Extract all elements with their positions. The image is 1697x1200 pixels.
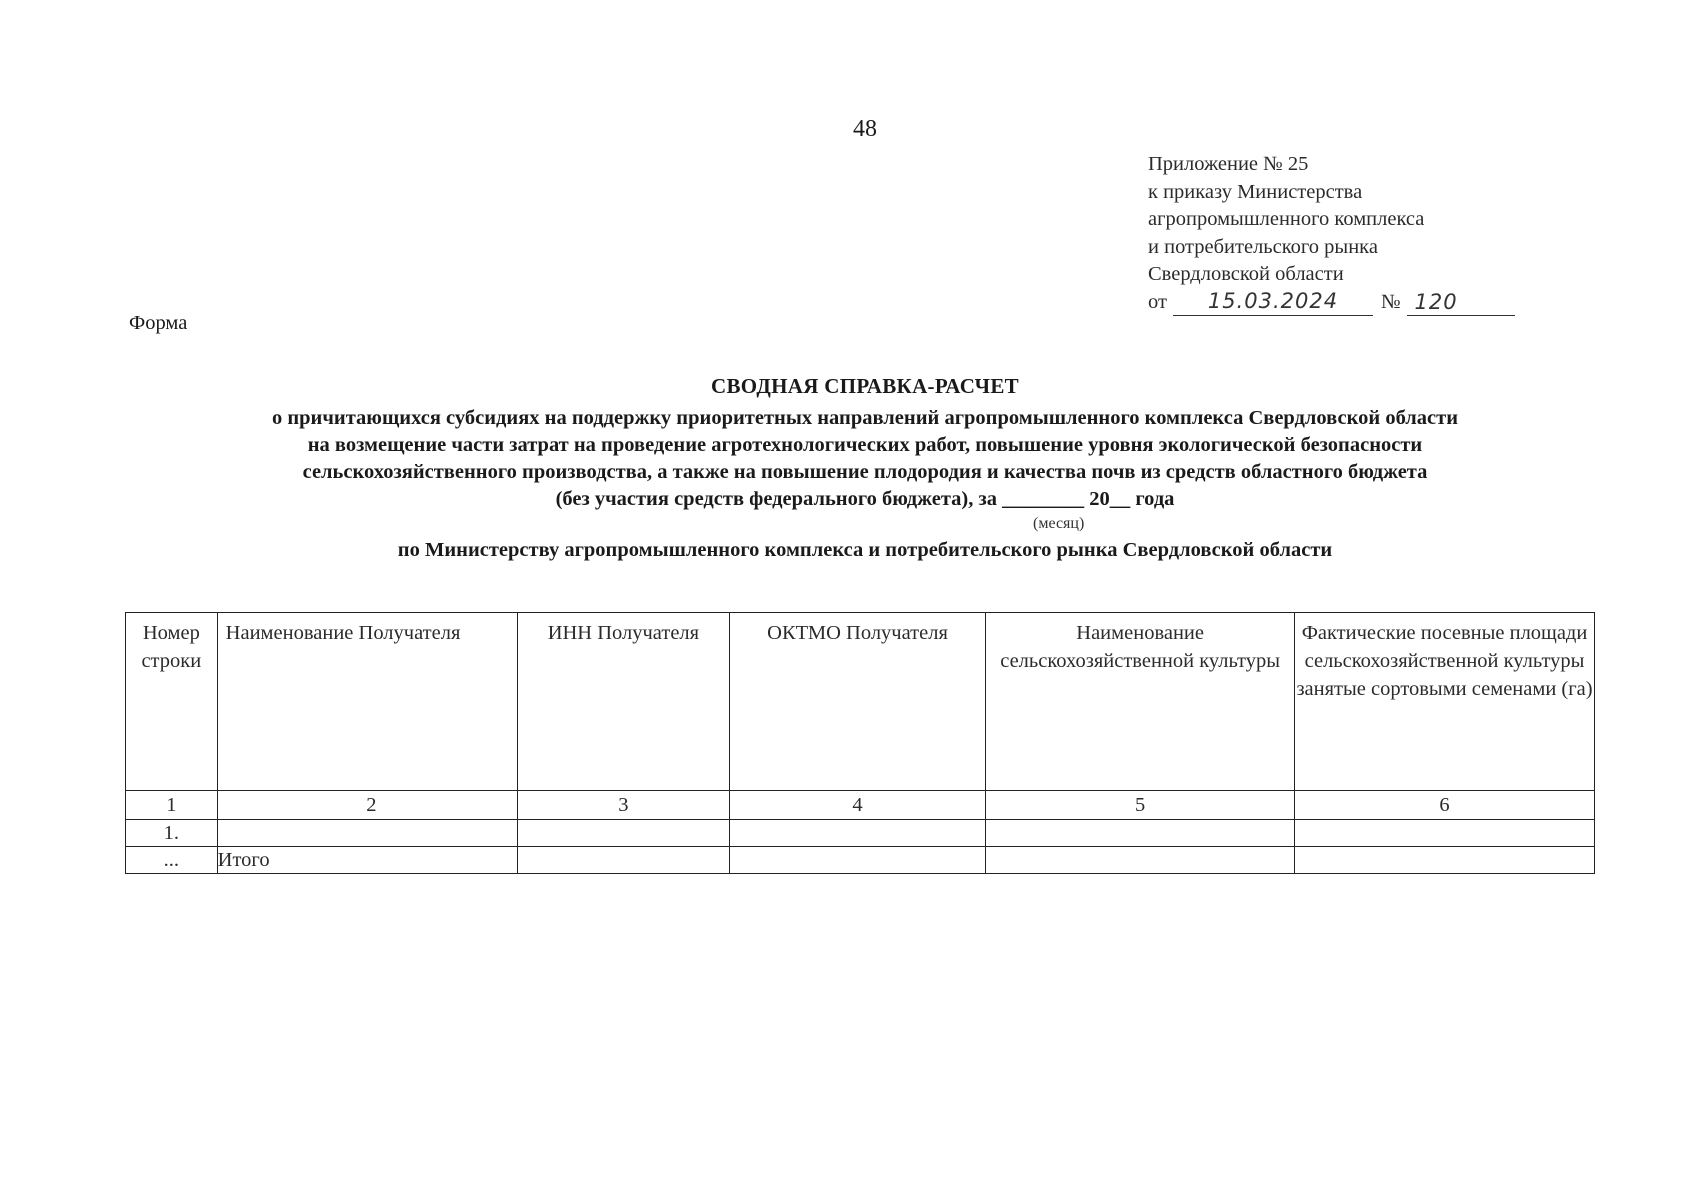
column-number: 2 [217,791,517,820]
total-label: Итого [217,847,517,874]
ministry-line: по Министерству агропромышленного комплекса и потребительского рынка Свердловской области [397,539,1333,561]
header-recipient-oktmo: ОКТМО Получателя [729,613,985,791]
number-sign: № [1380,290,1401,313]
table-cell [986,820,1295,847]
attachment-line-3: агропромышленного комплекса [1148,208,1425,230]
column-number: 3 [517,791,729,820]
table-cell: 1. [126,820,218,847]
attachment-line-4: и потребительского рынка [1148,235,1378,258]
header-crop-name: Наименование сельскохозяйственной культуры [986,613,1295,791]
table-cell [729,820,985,847]
handwritten-date: 15.03.2024 [1173,289,1373,316]
month-hint: (месяц) [1033,515,1085,532]
from-prefix: от [1148,290,1167,313]
table-cell [729,847,985,874]
calculation-table [125,612,1595,874]
header-recipient-name: Наименование Получателя [217,613,517,791]
attachment-block [1148,151,1515,316]
table-cell: ... [126,847,218,874]
heading-line-1: о причитающихся субсидиях на поддержку приоритетных направлений агропромышленного комплекса Свердловской области [271,407,1459,429]
heading-line-2: на возмещение части затрат на проведение агротехнологических работ, повышение уровня экологической безопасности [307,434,1423,456]
table-cell [1295,820,1595,847]
header-recipient-inn: ИНН Получателя [517,613,729,791]
table-cell [517,820,729,847]
header-row-number: Номер строки [126,613,218,791]
handwritten-order-number: 120 [1407,290,1515,316]
page-number: 48 [853,116,877,142]
table-cell [986,847,1295,874]
table-row [126,820,1595,847]
table-cell [517,847,729,874]
column-number: 1 [126,791,218,820]
column-number: 5 [986,791,1295,820]
attachment-line-1: Приложение № 25 [1148,153,1309,175]
column-number: 4 [729,791,985,820]
table-cell [1295,847,1595,874]
order-date-number [1148,289,1515,317]
attachment-line-2: к приказу Министерства [1148,180,1363,203]
column-number: 6 [1295,791,1595,820]
document-title: СВОДНАЯ СПРАВКА-РАСЧЕТ [711,374,1019,398]
column-number-row [126,791,1595,820]
table-header-row [126,613,1595,791]
heading-line-4: (без участия средств федерального бюджета), за ________ 20__ года [555,488,1175,510]
attachment-line-5: Свердловской области [1148,263,1344,285]
heading-line-3: сельскохозяйственного производства, а также на повышение плодородия и качества почв из средств областного бюджета [302,461,1428,483]
header-sown-area: Фактические посевные площади сельскохозяйственной культуры занятые сортовыми семенами (га) [1295,613,1595,791]
form-label: Форма [129,312,188,334]
table-row-total [126,847,1595,874]
table-cell [217,820,517,847]
